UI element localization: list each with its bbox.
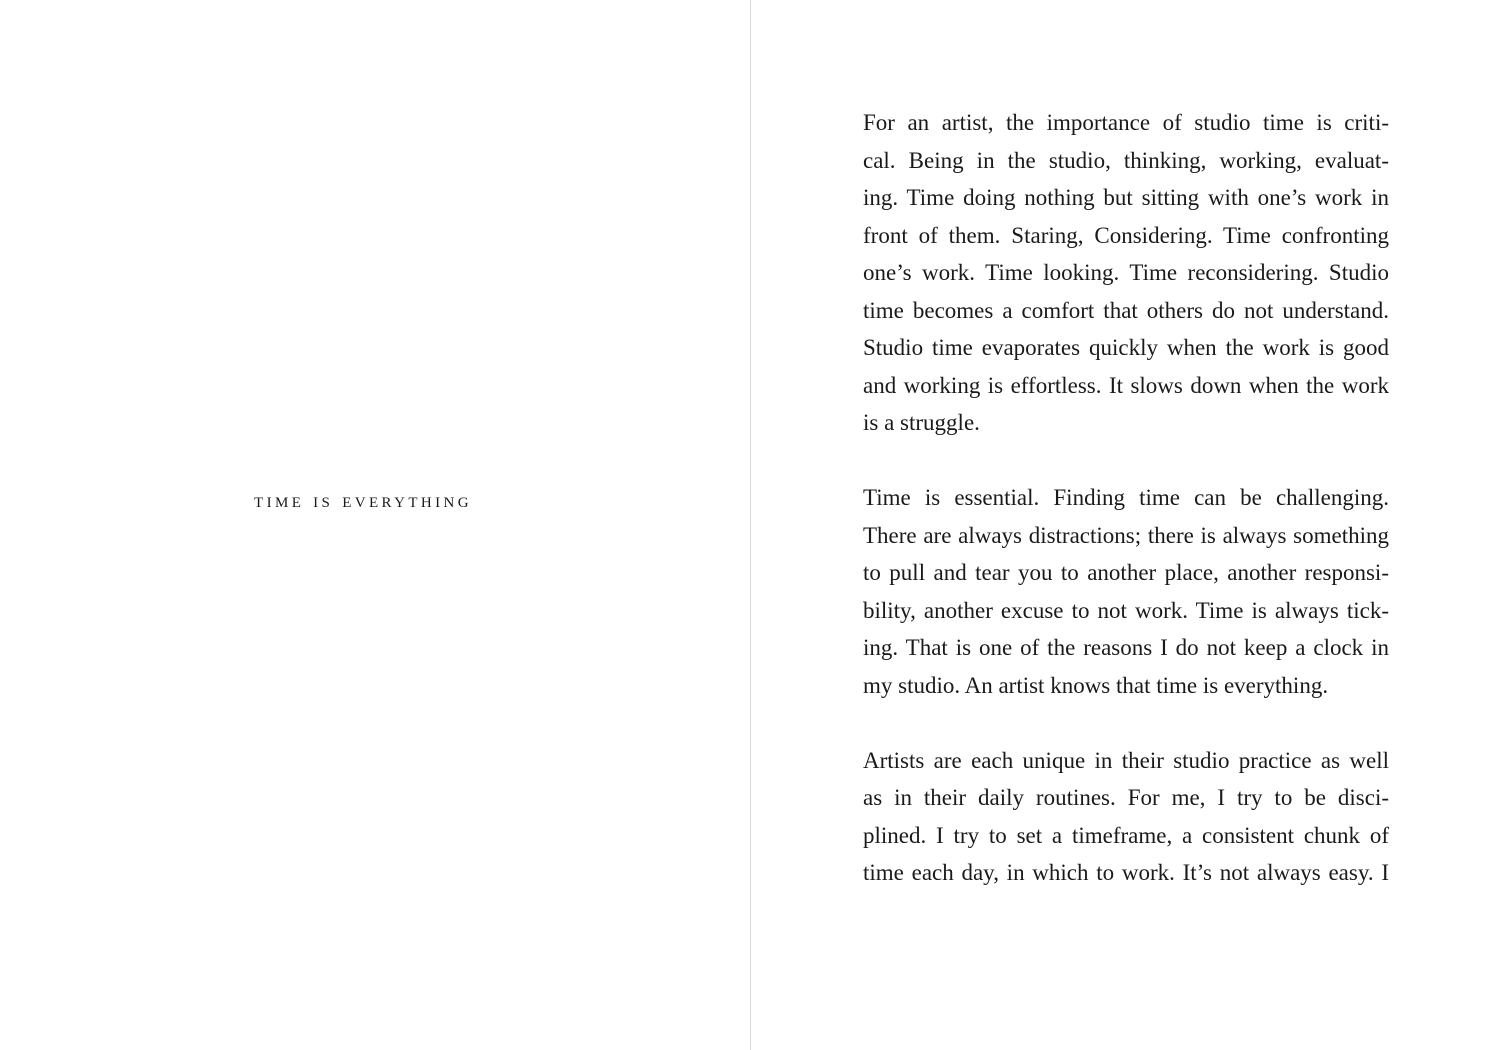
text-line: bility, another excuse to not work. Time is always tick- (863, 597, 1389, 623)
text-line: one’s work. Time looking. Time reconsidering. Studio (863, 260, 1389, 285)
paragraph-1 (863, 104, 1389, 442)
text-line: my studio. An artist knows that time is everything. (863, 672, 1329, 698)
text-line: There are always distractions; there is always something (863, 522, 1389, 548)
right-page (751, 0, 1500, 1050)
text-line: plined. I try to set a timeframe, a consistent chunk of (863, 822, 1389, 848)
text-line: is a struggle. (863, 410, 980, 435)
paragraph-3 (863, 742, 1389, 892)
text-line: ing. That is one of the reasons I do not keep a clock in (863, 635, 1389, 660)
text-line: Studio time evaporates quickly when the work is good (863, 335, 1389, 360)
text-line: to pull and tear you to another place, another responsi- (863, 560, 1389, 585)
paragraph-2 (863, 479, 1389, 704)
text-line: as in their daily routines. For me, I try to be disci- (863, 785, 1389, 810)
body-text (863, 104, 1389, 929)
text-line: time each day, in which to work. It’s not always easy. I (863, 860, 1389, 885)
text-line: and working is effortless. It slows down when the work (863, 372, 1389, 398)
text-line: time becomes a comfort that others do not understand. (863, 297, 1389, 323)
text-line: ing. Time doing nothing but sitting with one’s work in (863, 185, 1389, 210)
text-line: cal. Being in the studio, thinking, working, evaluat- (863, 147, 1389, 173)
text-line: front of them. Staring, Considering. Time confronting (863, 222, 1389, 248)
text-line: For an artist, the importance of studio time is criti- (863, 110, 1389, 135)
chapter-title: time is everything (254, 487, 473, 512)
text-line: Artists are each unique in their studio practice as well (863, 747, 1389, 773)
text-line: Time is essential. Finding time can be challenging. (863, 485, 1389, 510)
